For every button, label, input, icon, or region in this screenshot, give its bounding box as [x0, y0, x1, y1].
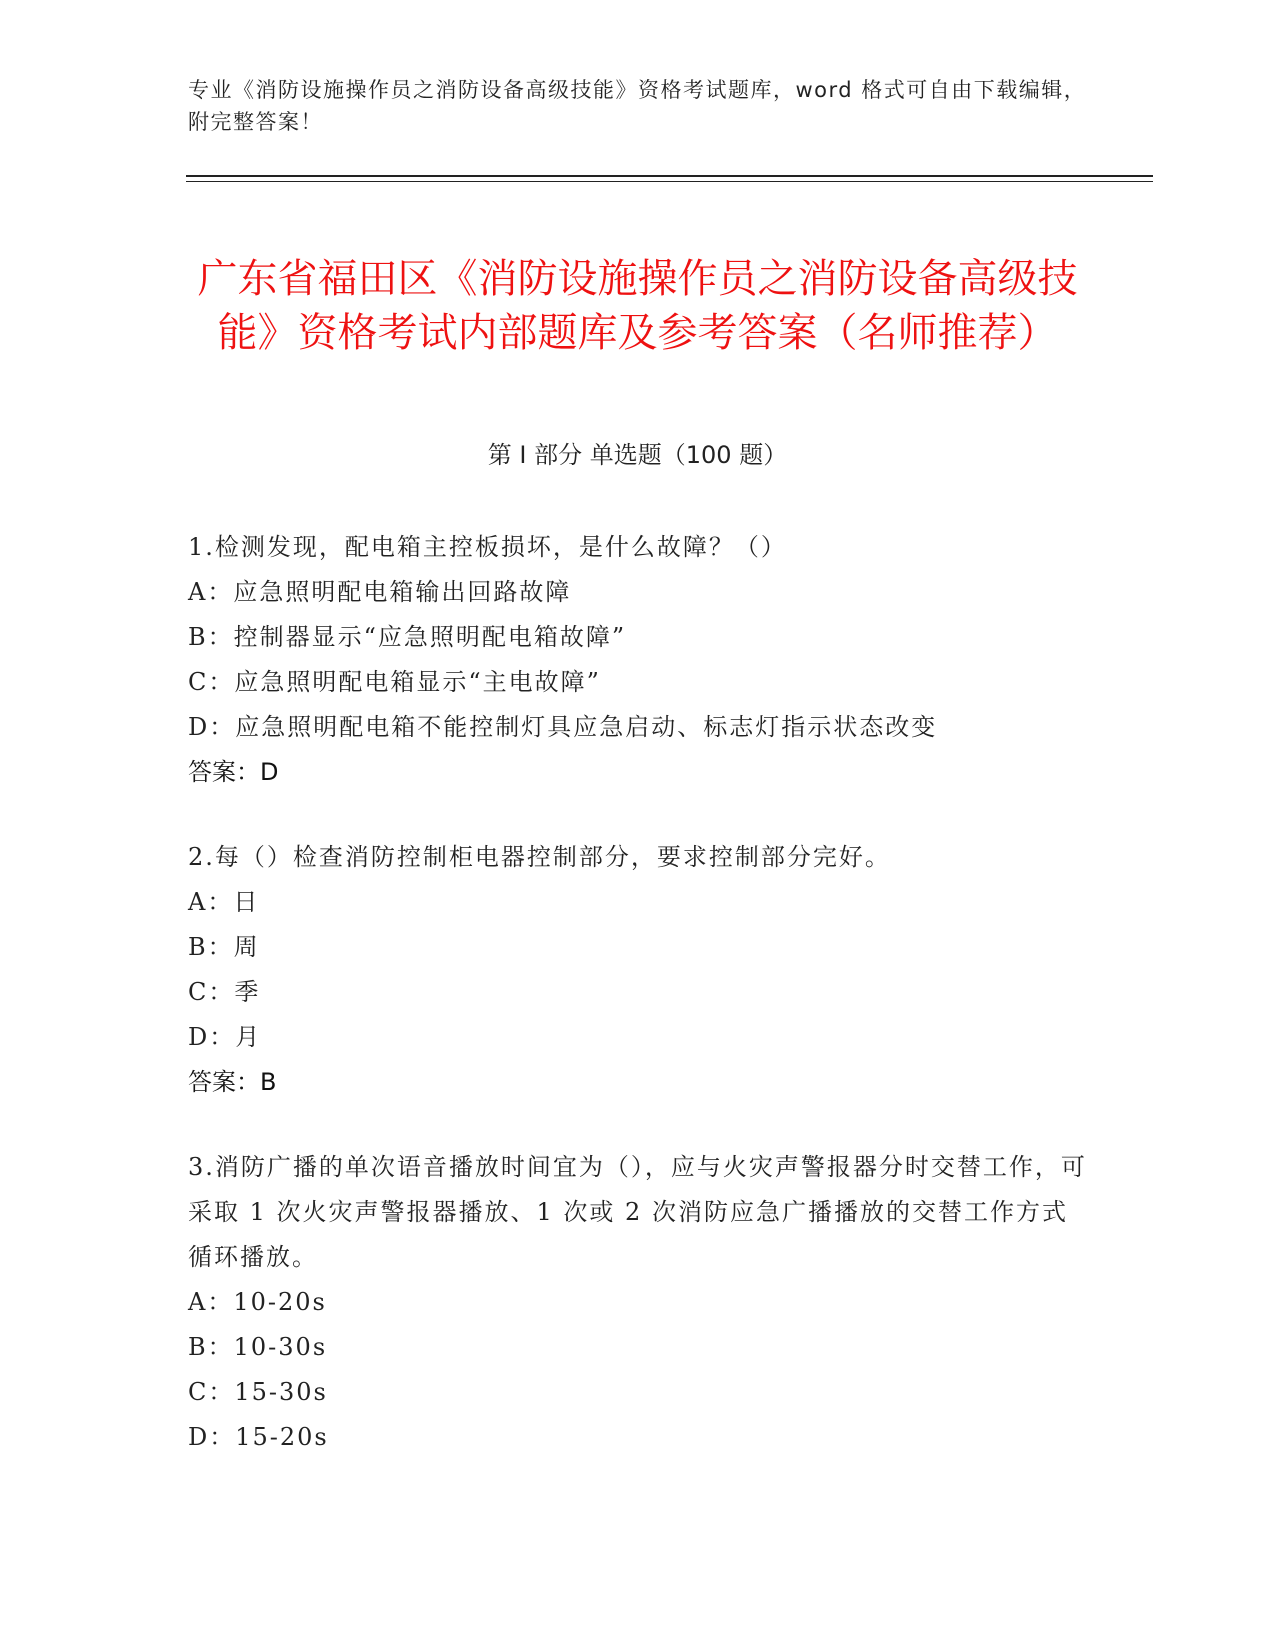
question-1 — [188, 525, 1088, 795]
option-c: C：应急照明配电箱显示“主电故障” — [188, 668, 601, 696]
question-stem: 3.消防广播的单次语音播放时间宜为（），应与火灾声警报器分时交替工作，可采取 1 次火灾声警报器播放、1 次或 2 次消防应急广播播放的交替工作方式循环播放。 — [188, 1153, 1087, 1271]
section-title: 第 I 部分 单选题（100 题） — [487, 441, 788, 469]
option-a: A：10-20s — [188, 1288, 327, 1316]
question-stem: 2.每（）检查消防控制柜电器控制部分，要求控制部分完好。 — [188, 843, 891, 871]
option-b: B：控制器显示“应急照明配电箱故障” — [188, 623, 627, 651]
option-d: D：月 — [188, 1023, 262, 1051]
option-a: A：应急照明配电箱输出回路故障 — [188, 578, 572, 606]
question-2 — [188, 835, 1088, 1105]
answer: 答案：B — [188, 1068, 277, 1096]
option-b: B：10-30s — [188, 1333, 328, 1361]
answer: 答案：D — [188, 758, 279, 786]
option-a: A：日 — [188, 888, 260, 916]
question-spacer — [188, 795, 1088, 835]
header-divider-thick — [186, 175, 1153, 177]
option-d: D：15-20s — [188, 1423, 329, 1451]
question-spacer — [188, 1105, 1088, 1145]
question-3 — [188, 1145, 1088, 1460]
option-c: C：15-30s — [188, 1378, 328, 1406]
document-title: 广东省福田区《消防设施操作员之消防设备高级技能》资格考试内部题库及参考答案（名师推荐） — [197, 255, 1078, 356]
question-list — [188, 525, 1088, 1460]
option-b: B：周 — [188, 933, 260, 961]
question-stem: 1.检测发现，配电箱主控板损坏，是什么故障？（） — [188, 533, 787, 561]
option-c: C：季 — [188, 978, 261, 1006]
header-divider-thin — [186, 181, 1153, 182]
option-d: D：应急照明配电箱不能控制灯具应急启动、标志灯指示状态改变 — [188, 713, 938, 741]
header-note: 专业《消防设施操作员之消防设备高级技能》资格考试题库，word 格式可自由下载编辑，附完整答案！ — [188, 78, 1087, 134]
